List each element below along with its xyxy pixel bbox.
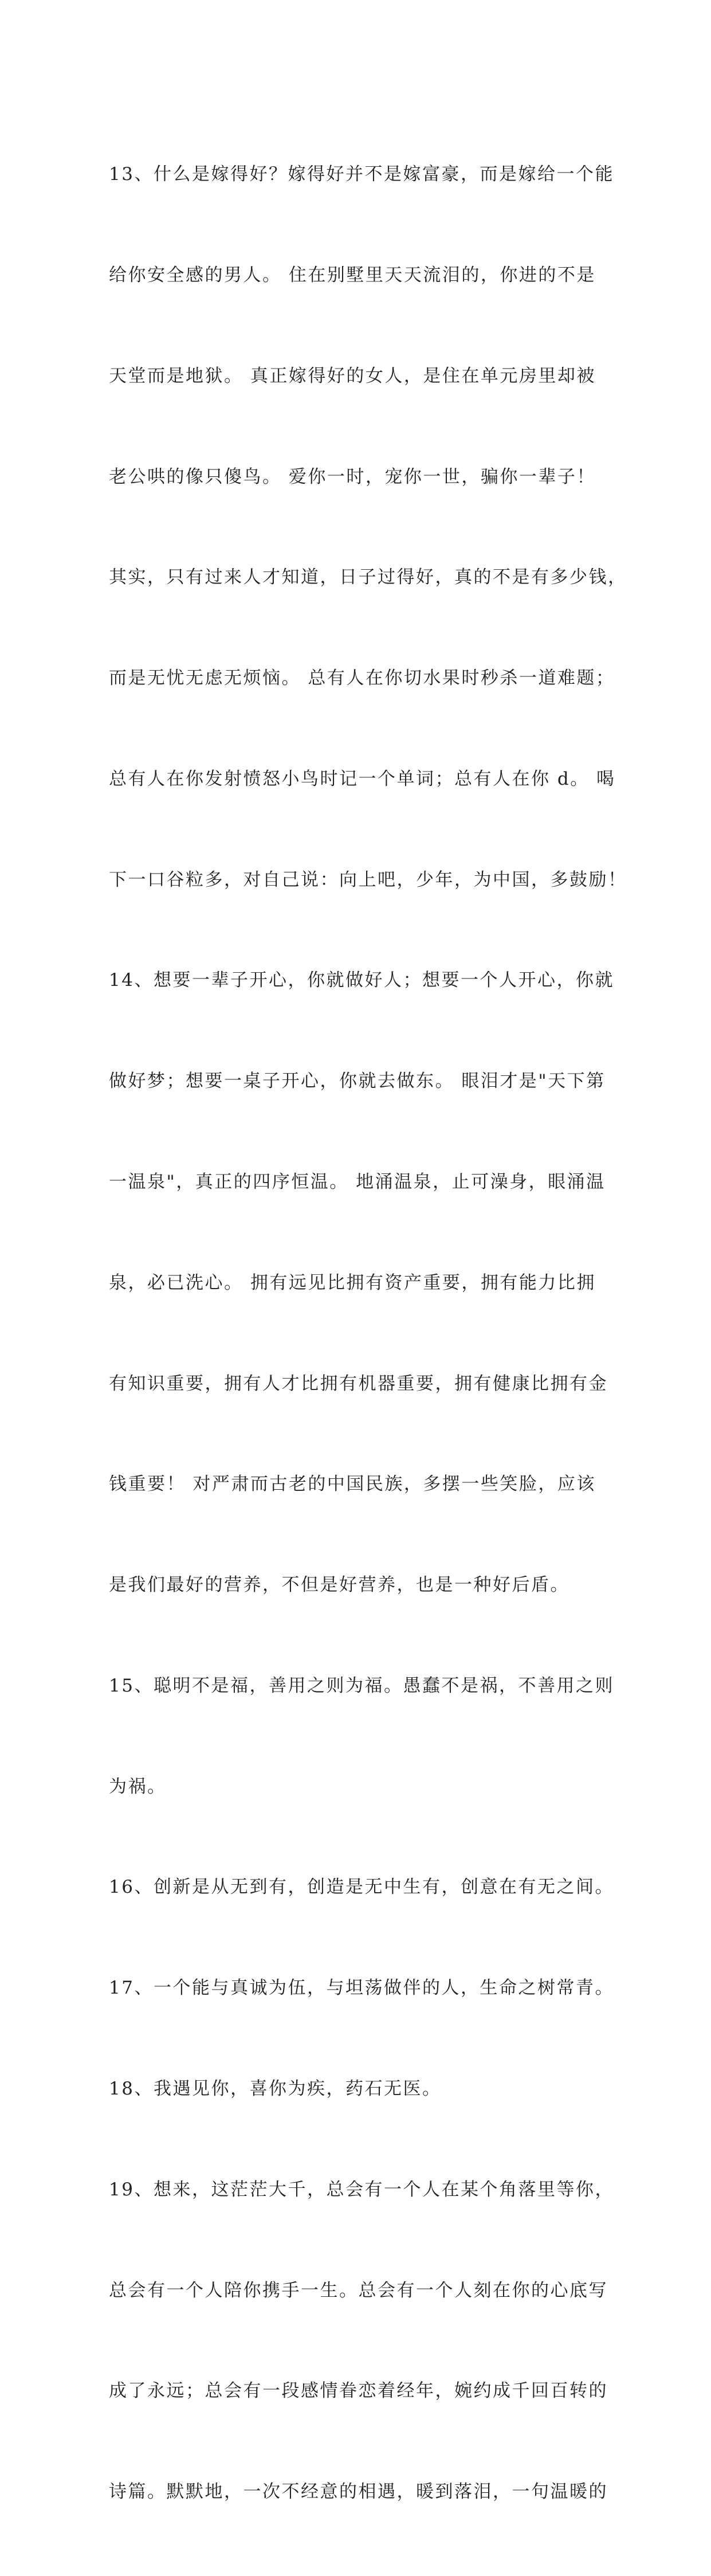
text-line: 15、聪明不是福，善用之则为福。愚蠢不是祸，不善用之则 — [109, 1675, 614, 1696]
text-line: 有知识重要，拥有人才比拥有机器重要，拥有健康比拥有金 — [109, 1373, 608, 1394]
text-line: 16、创新是从无到有，创造是无中生有，创意在有无之间。 — [109, 1877, 614, 1898]
document-body — [109, 91, 627, 2576]
text-line: 泉，必已洗心。 拥有远见比拥有资产重要，拥有能力比拥 — [109, 1272, 596, 1293]
text-line: 17、一个能与真诚为伍，与坦荡做伴的人，生命之树常青。 — [109, 1978, 614, 1999]
text-line: 18、我遇见你，喜你为疾，药石无医。 — [109, 2078, 442, 2100]
text-line: 13、什么是嫁得好？嫁得好并不是嫁富豪，而是嫁给一个能 — [109, 164, 614, 185]
text-line: 总有人在你发射愤怒小鸟时记一个单词；总有人在你 d。 喝 — [109, 768, 616, 789]
text-line: 诗篇。默默地，一次不经意的相遇，暖到落泪，一句温暖的 — [109, 2481, 608, 2503]
text-line: 成了永远；总会有一段感情眷恋着经年，婉约成千回百转的 — [109, 2381, 608, 2402]
text-line: 总会有一个人陪你携手一生。总会有一个人刻在你的心底写 — [109, 2280, 608, 2301]
text-line: 是我们最好的营养，不但是好营养，也是一种好后盾。 — [109, 1575, 569, 1596]
text-line: 下一口谷粒多，对自己说：向上吧，少年，为中国，多鼓励！ — [109, 869, 627, 890]
text-line: 而是无忧无虑无烦恼。 总有人在你切水果时秒杀一道难题； — [109, 668, 615, 689]
text-line: 老公哄的像只傻鸟。 爱你一时，宠你一世，骗你一辈子！ — [109, 466, 596, 487]
text-line: 一温泉"，真正的四序恒温。 地涌温泉，止可澡身，眼涌温 — [109, 1172, 606, 1192]
text-line: 做好梦；想要一桌子开心，你就去做东。 眼泪才是"天下第 — [109, 1071, 606, 1092]
text-line: 天堂而是地狱。 真正嫁得好的女人，是住在单元房里却被 — [109, 365, 596, 386]
text-line: 为祸。 — [109, 1776, 167, 1797]
text-line: 14、想要一辈子开心，你就做好人；想要一个人开心，你就 — [109, 970, 614, 991]
text-line: 其实，只有过来人才知道，日子过得好，真的不是有多少钱， — [109, 567, 627, 588]
text-line: 钱重要！ 对严肃而古老的中国民族，多摆一些笑脸，应该 — [109, 1474, 596, 1495]
text-line: 给你安全感的男人。 住在别墅里天天流泪的，你进的不是 — [109, 264, 596, 285]
text-line: 19、想来，这茫茫大千，总会有一个人在某个角落里等你， — [109, 2179, 614, 2200]
